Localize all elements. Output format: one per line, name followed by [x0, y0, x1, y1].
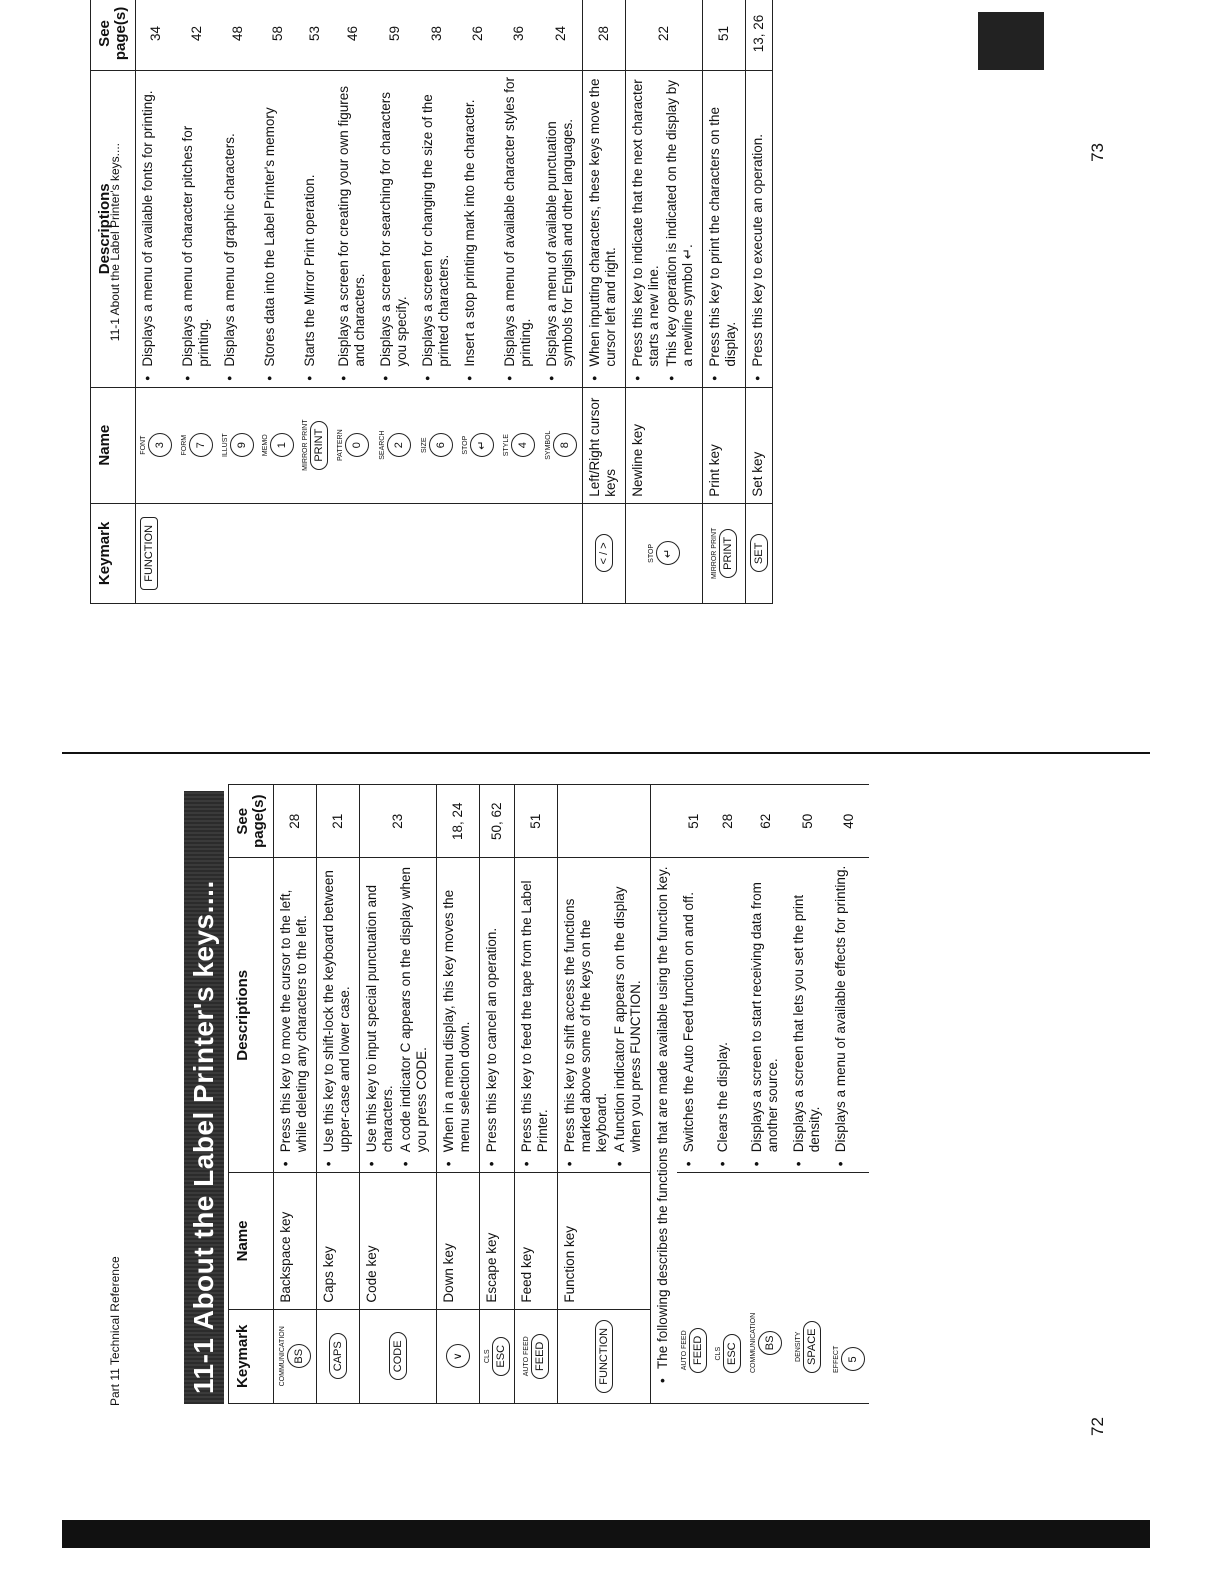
keycap — [750, 534, 768, 572]
key-label: FEED — [689, 1328, 707, 1373]
page-refs: 53 — [298, 0, 332, 70]
table-row — [515, 785, 558, 1404]
table-row — [480, 785, 515, 1404]
page-refs: 28 — [711, 785, 745, 858]
key-label: 7 — [189, 433, 213, 457]
key-function-label: AUTO FEED — [681, 1330, 688, 1371]
description-item: • Press this key to execute an operation. — [750, 77, 766, 367]
key-label: PRINT — [719, 529, 737, 578]
keymark-cell — [480, 1309, 515, 1403]
keymark-cell — [360, 1309, 437, 1403]
key-function-label: PATTERN — [337, 429, 344, 461]
function-description: • Clears the display. — [715, 864, 731, 1152]
key-function-label: FORM — [181, 434, 188, 456]
keymark-cell — [136, 387, 177, 503]
col-pages: See page(s) — [229, 785, 274, 858]
key-name: Left/Right cursor keys — [583, 387, 626, 503]
key-function-label: STOP — [648, 543, 655, 563]
page-refs: 50, 62 — [480, 785, 515, 858]
key-label: ESC — [492, 1337, 510, 1376]
table-row — [703, 0, 746, 604]
table-row — [583, 0, 626, 604]
page-refs: 24 — [540, 0, 583, 70]
key-name: Newline key — [626, 387, 703, 503]
key-descriptions — [746, 70, 773, 387]
keymark-cell — [498, 387, 540, 503]
description-item: • Press this key to move the cursor to the left, while deleting any characters to the left. — [278, 864, 310, 1152]
keycap — [462, 433, 494, 457]
key-descriptions — [274, 858, 317, 1173]
page-refs: 28 — [274, 785, 317, 858]
col-descriptions: Descriptions — [229, 858, 274, 1173]
table-row — [626, 0, 703, 604]
keycap — [595, 534, 613, 572]
keycap — [379, 431, 411, 460]
key-label: CODE — [389, 1332, 407, 1380]
key-descriptions — [360, 858, 437, 1173]
description-item: • Press this key to cancel an operation. — [484, 864, 500, 1152]
key-label: 6 — [429, 433, 453, 457]
right-page-number: 73 — [1088, 143, 1107, 162]
keycap — [503, 433, 535, 457]
description-item: • Press this key to shift access the functions marked above some of the keys on the keyboard. — [562, 864, 610, 1152]
function-description: • Displays a screen for changing the size of the printed characters. — [420, 77, 452, 367]
col-descriptions-r: Descriptions — [91, 70, 136, 387]
key-label: BS — [758, 1331, 782, 1355]
function-row — [136, 0, 177, 604]
keymark-cell — [176, 387, 218, 503]
key-name: Down key — [437, 1173, 480, 1309]
left-running-header: Part 11 Technical Reference — [108, 1256, 122, 1406]
key-label: 8 — [553, 433, 577, 457]
function-description: • Displays a menu of available character styles for printing. — [502, 77, 534, 367]
page-refs: 34 — [136, 0, 177, 70]
keycap — [389, 1332, 407, 1380]
keycap — [648, 541, 680, 565]
col-keymark: Keymark — [229, 1309, 274, 1403]
function-description: • Displays a menu of available fonts for printing. — [140, 77, 156, 367]
key-label: SET — [750, 534, 768, 572]
function-description: • Displays a screen for searching for characters you specify. — [378, 77, 410, 367]
function-row — [787, 785, 829, 1404]
keymark-cell — [458, 387, 498, 503]
key-label: 1 — [270, 433, 294, 457]
page-refs: 48 — [218, 0, 258, 70]
keycap — [711, 528, 737, 579]
table-row — [360, 785, 437, 1404]
page-refs: 59 — [374, 0, 416, 70]
key-label: BS — [287, 1344, 311, 1368]
key-label: 3 — [148, 433, 172, 457]
function-description: • Displays a menu of available punctuation symbols for English and other languages. — [544, 77, 576, 367]
key-function-label: CLS — [484, 1349, 491, 1364]
description-item: • When in a menu display, this key moves the menu selection down. — [441, 864, 473, 1152]
keymark-cell — [218, 387, 258, 503]
key-label: SPACE — [803, 1321, 821, 1373]
keycap — [329, 1333, 347, 1379]
function-note-row — [651, 785, 678, 1404]
key-label: ∨ — [446, 1344, 470, 1368]
description-item: • Press this key to feed the tape from the Label Printer. — [519, 864, 551, 1152]
function-description: • Displays a screen that lets you set the print density. — [791, 864, 823, 1152]
key-function-label: COMMUNICATION — [279, 1326, 286, 1387]
key-function-label: STOP — [462, 435, 469, 455]
col-pages-r: See page(s) — [91, 0, 136, 70]
key-label: 0 — [345, 433, 369, 457]
key-label: FEED — [531, 1334, 549, 1379]
page-refs: 36 — [498, 0, 540, 70]
keycap — [750, 1313, 782, 1373]
keymark-cell — [416, 387, 458, 503]
function-description: • Switches the Auto Feed function on and off. — [681, 864, 697, 1152]
keycap — [140, 433, 172, 457]
table-row — [746, 0, 773, 604]
page-refs: 21 — [317, 785, 360, 858]
keymark-cell — [626, 503, 703, 603]
function-row — [711, 785, 745, 1404]
key-function-label: ILLUST — [222, 433, 229, 458]
key-descriptions — [437, 858, 480, 1173]
page-refs: 58 — [258, 0, 298, 70]
left-page — [0, 792, 1224, 1584]
key-name: Caps key — [317, 1173, 360, 1309]
key-name: Print key — [703, 387, 746, 503]
key-label: < / > — [595, 534, 613, 572]
keymark-cell — [332, 387, 374, 503]
keycap — [484, 1337, 510, 1376]
page-refs — [558, 785, 651, 858]
left-keys-table — [228, 784, 869, 1404]
table-row — [558, 785, 651, 1404]
key-function-label: MIRROR PRINT — [302, 419, 309, 471]
description-item: • A function indicator F appears on the display when you press FUNCTION. — [612, 864, 644, 1152]
page-refs: 62 — [745, 785, 787, 858]
page-refs: 18, 24 — [437, 785, 480, 858]
function-note: • The following describes the functions that are made available using the function key. — [655, 864, 671, 1369]
keycap — [222, 433, 254, 457]
keymark-cell — [437, 1309, 480, 1403]
binding-bar — [62, 1520, 1150, 1548]
key-label: 2 — [387, 433, 411, 457]
function-row — [745, 785, 787, 1404]
keycap — [446, 1344, 470, 1368]
col-keymark-r: Keymark — [91, 503, 136, 603]
function-description: • Stores data into the Label Printer's memory — [262, 77, 278, 367]
table-row — [317, 785, 360, 1404]
function-key-cap: FUNCTION — [140, 517, 158, 590]
key-descriptions — [583, 70, 626, 387]
keymark-cell — [746, 503, 773, 603]
key-descriptions — [480, 858, 515, 1173]
key-function-label: FONT — [140, 435, 147, 455]
key-label: PRINT — [310, 421, 328, 470]
key-label: ESC — [723, 1334, 741, 1373]
keycap — [421, 433, 453, 457]
key-name: Function key — [558, 1173, 651, 1309]
keymark-cell — [298, 387, 332, 503]
key-function-label: COMMUNICATION — [750, 1312, 757, 1373]
key-function-label: SIZE — [421, 437, 428, 453]
function-description: • Insert a stop printing mark into the character. — [462, 77, 478, 367]
key-name: Backspace key — [274, 1173, 317, 1309]
col-name: Name — [229, 1173, 274, 1309]
page-refs: 13, 26 — [746, 0, 773, 70]
keymark-cell — [274, 1309, 317, 1403]
function-row — [677, 785, 711, 1404]
keycap — [262, 433, 294, 457]
keymark-cell — [317, 1309, 360, 1403]
keymark-cell — [558, 1309, 651, 1403]
description-item: • When inputting characters, these keys move the cursor left and right. — [587, 77, 619, 367]
keycap — [833, 1346, 865, 1373]
page-refs: 42 — [176, 0, 218, 70]
key-function-label: MIRROR PRINT — [711, 527, 718, 580]
function-description: • Displays a menu of available effects for printing. — [833, 864, 849, 1152]
keymark-cell — [515, 1309, 558, 1403]
table-row — [437, 785, 480, 1404]
key-function-label: MEMO — [262, 434, 269, 457]
keycap — [595, 1320, 613, 1393]
keymark-cell — [136, 503, 583, 603]
page-refs: 46 — [332, 0, 374, 70]
description-item: • This key operation is indicated on the display by a newline symbol ↵. — [664, 77, 696, 367]
description-item: • Press this key to indicate that the next character starts a new line. — [630, 77, 662, 367]
function-row — [829, 785, 869, 1404]
page-refs: 38 — [416, 0, 458, 70]
key-descriptions — [703, 70, 746, 387]
key-label: ↵ — [470, 433, 494, 457]
description-item: • Use this key to shift-lock the keyboard between upper-case and lower case. — [321, 864, 353, 1152]
right-running-header: 11-1 About the Label Printer's keys.... — [108, 143, 122, 342]
function-description: • Displays a menu of character pitches for printing. — [180, 77, 212, 367]
key-descriptions — [626, 70, 703, 387]
page-refs: 50 — [787, 785, 829, 858]
page-refs: 51 — [703, 0, 746, 70]
page-refs: 23 — [360, 785, 437, 858]
keycap — [181, 433, 213, 457]
description-item: • Press this key to print the characters on the display. — [707, 77, 739, 367]
key-label: CAPS — [329, 1333, 347, 1379]
left-page-number: 72 — [1088, 1417, 1107, 1436]
keycap — [279, 1326, 311, 1386]
key-label: 4 — [511, 433, 535, 457]
key-function-label: DENSITY — [795, 1331, 802, 1362]
key-name: Code key — [360, 1173, 437, 1309]
key-name: Set key — [746, 387, 773, 503]
page-refs: 51 — [677, 785, 711, 858]
right-keys-table — [90, 0, 773, 604]
key-name: Escape key — [480, 1173, 515, 1309]
page-refs: 22 — [626, 0, 703, 70]
col-name-r: Name — [91, 387, 136, 503]
key-descriptions — [317, 858, 360, 1173]
key-function-label: STYLE — [503, 434, 510, 457]
table-row — [274, 785, 317, 1404]
page-refs: 51 — [515, 785, 558, 858]
function-description: • Displays a screen for creating your own figures and characters. — [336, 77, 368, 367]
keymark-cell — [540, 387, 583, 503]
key-label: ↵ — [656, 541, 680, 565]
key-function-label: SEARCH — [379, 430, 386, 460]
description-item: • A code indicator C appears on the display when you press CODE. — [398, 864, 430, 1152]
key-name: Feed key — [515, 1173, 558, 1309]
keycap — [523, 1334, 549, 1379]
key-descriptions — [515, 858, 558, 1173]
keycap — [715, 1334, 741, 1373]
page-refs: 28 — [583, 0, 626, 70]
spine-line — [62, 752, 1150, 754]
corner-block — [978, 12, 1044, 70]
section-title: 11-1 About the Label Printer's keys.... — [184, 791, 224, 1404]
key-function-label: EFFECT — [833, 1345, 840, 1373]
keymark-cell — [374, 387, 416, 503]
keycap — [795, 1321, 821, 1373]
function-description: • Starts the Mirror Print operation. — [302, 77, 318, 367]
keymark-cell — [583, 503, 626, 603]
key-function-label: AUTO FEED — [523, 1336, 530, 1377]
key-label: 9 — [230, 433, 254, 457]
keycap — [302, 420, 328, 471]
key-descriptions — [558, 858, 651, 1173]
key-label: 5 — [841, 1347, 865, 1371]
page-refs: 40 — [829, 785, 869, 858]
function-description: • Displays a menu of graphic characters. — [222, 77, 238, 367]
keymark-cell — [258, 387, 298, 503]
keycap — [681, 1328, 707, 1373]
key-function-label: CLS — [715, 1346, 722, 1361]
keymark-cell — [703, 503, 746, 603]
description-item: • Use this key to input special punctuation and characters. — [364, 864, 396, 1152]
page-refs: 26 — [458, 0, 498, 70]
keycap — [545, 431, 577, 460]
keycap — [337, 429, 369, 461]
key-label: FUNCTION — [595, 1320, 613, 1393]
function-description: • Displays a screen to start receiving data from another source. — [749, 864, 781, 1152]
key-function-label: SYMBOL — [545, 430, 552, 460]
